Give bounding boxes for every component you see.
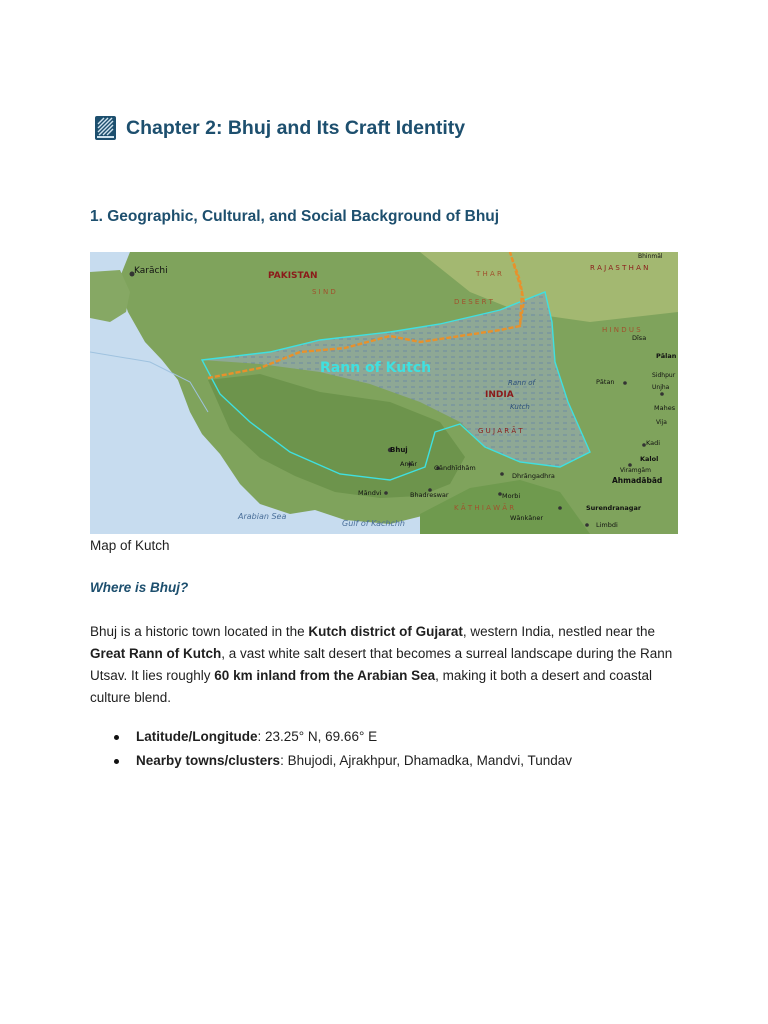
label-hindus: H I N D U S <box>602 326 641 334</box>
label-gulf: Gulf of Kachchh <box>342 519 405 528</box>
label-kadi: Kadi <box>646 439 661 447</box>
paragraph-emphasis: 60 km inland from the Arabian Sea <box>214 668 436 683</box>
label-rann-small: Rann of <box>508 379 535 387</box>
fact-value: : Bhujodi, Ajrakhpur, Dhamadka, Mandvi, Tundav <box>280 753 572 768</box>
label-kutch-small: Kutch <box>510 403 530 411</box>
label-morbi: Morbi <box>502 492 521 500</box>
label-gandhidham: Gāndhīdhām <box>434 464 476 472</box>
label-vijapur: Vija <box>656 419 667 426</box>
label-rann: Rann of Kutch <box>320 360 432 376</box>
label-sind: S I N D <box>312 288 336 296</box>
paragraph-text: Bhuj is a historic town located in the <box>90 624 309 639</box>
label-dhrangadhra: Dhrāngadhra <box>512 472 555 480</box>
chapter-title <box>95 116 465 140</box>
label-patan: Pātan <box>596 378 615 386</box>
paragraph-text: , western India, nestled near the <box>462 624 656 639</box>
label-thar: T H A R <box>476 270 502 278</box>
paragraph-emphasis: Great Rann of Kutch <box>90 646 222 661</box>
label-pakistan: PAKISTAN <box>268 271 318 281</box>
label-mahesana: Mahes <box>654 404 676 412</box>
label-disa: Dīsa <box>632 334 647 342</box>
facts-list <box>90 725 572 773</box>
label-anjar: Anjār <box>400 460 418 468</box>
label-limbdi: Limbdi <box>596 521 618 529</box>
map-of-kutch <box>90 252 678 534</box>
where-heading: Where is Bhuj? <box>90 580 189 595</box>
label-ahmadabad: Ahmadābād <box>612 476 663 485</box>
label-gujarat: G U J A R Ā T <box>478 427 523 435</box>
paragraph-text: , making it both a desert and coastal culture blend. <box>90 668 652 705</box>
fact-value: : 23.25° N, 69.66° E <box>257 729 378 744</box>
label-kathiawar: K Ā T H I A W Ā R <box>454 504 515 512</box>
list-item <box>90 749 572 773</box>
label-kalol: Kalol <box>640 455 659 463</box>
label-mandvi: Māndvi <box>358 489 382 497</box>
book-icon <box>95 116 116 140</box>
label-viramgam: Viramgām <box>620 467 651 474</box>
fact-label: Nearby towns/clusters <box>136 753 281 768</box>
label-india: INDIA <box>485 390 514 400</box>
map-image <box>90 252 678 534</box>
label-wankaner: Wānkāner <box>510 514 544 522</box>
chapter-title-text: Chapter 2: Bhuj and Its Craft Identity <box>126 116 466 139</box>
label-palanpur: Pālan <box>656 352 677 360</box>
paragraph-emphasis: Kutch district of Gujarat <box>308 624 463 639</box>
label-sidhpur: Sidhpur <box>652 372 676 379</box>
label-rajasthan: R A J A S T H A N <box>590 264 649 272</box>
label-desert: D E S E R T <box>454 298 493 306</box>
where-paragraph <box>90 621 690 709</box>
list-item <box>90 725 572 749</box>
section-heading: 1. Geographic, Cultural, and Social Background of Bhuj <box>90 208 500 225</box>
paragraph-text: , a vast white salt desert that becomes a surreal landscape during the Rann Utsav. It lies roughly <box>90 646 673 683</box>
label-bhadreswar: Bhadreswar <box>410 491 449 499</box>
figure-caption: Map of Kutch <box>90 538 170 553</box>
label-unjha: Unjha <box>652 384 670 391</box>
label-bhinmal: Bhinmāl <box>638 253 663 260</box>
label-bhuj: Bhuj <box>390 446 408 454</box>
label-surendranagar: Surendranagar <box>586 504 642 512</box>
fact-label: Latitude/Longitude <box>136 729 258 744</box>
label-arabian-sea: Arabian Sea <box>238 512 287 521</box>
label-karachi: Karāchi <box>134 266 168 276</box>
